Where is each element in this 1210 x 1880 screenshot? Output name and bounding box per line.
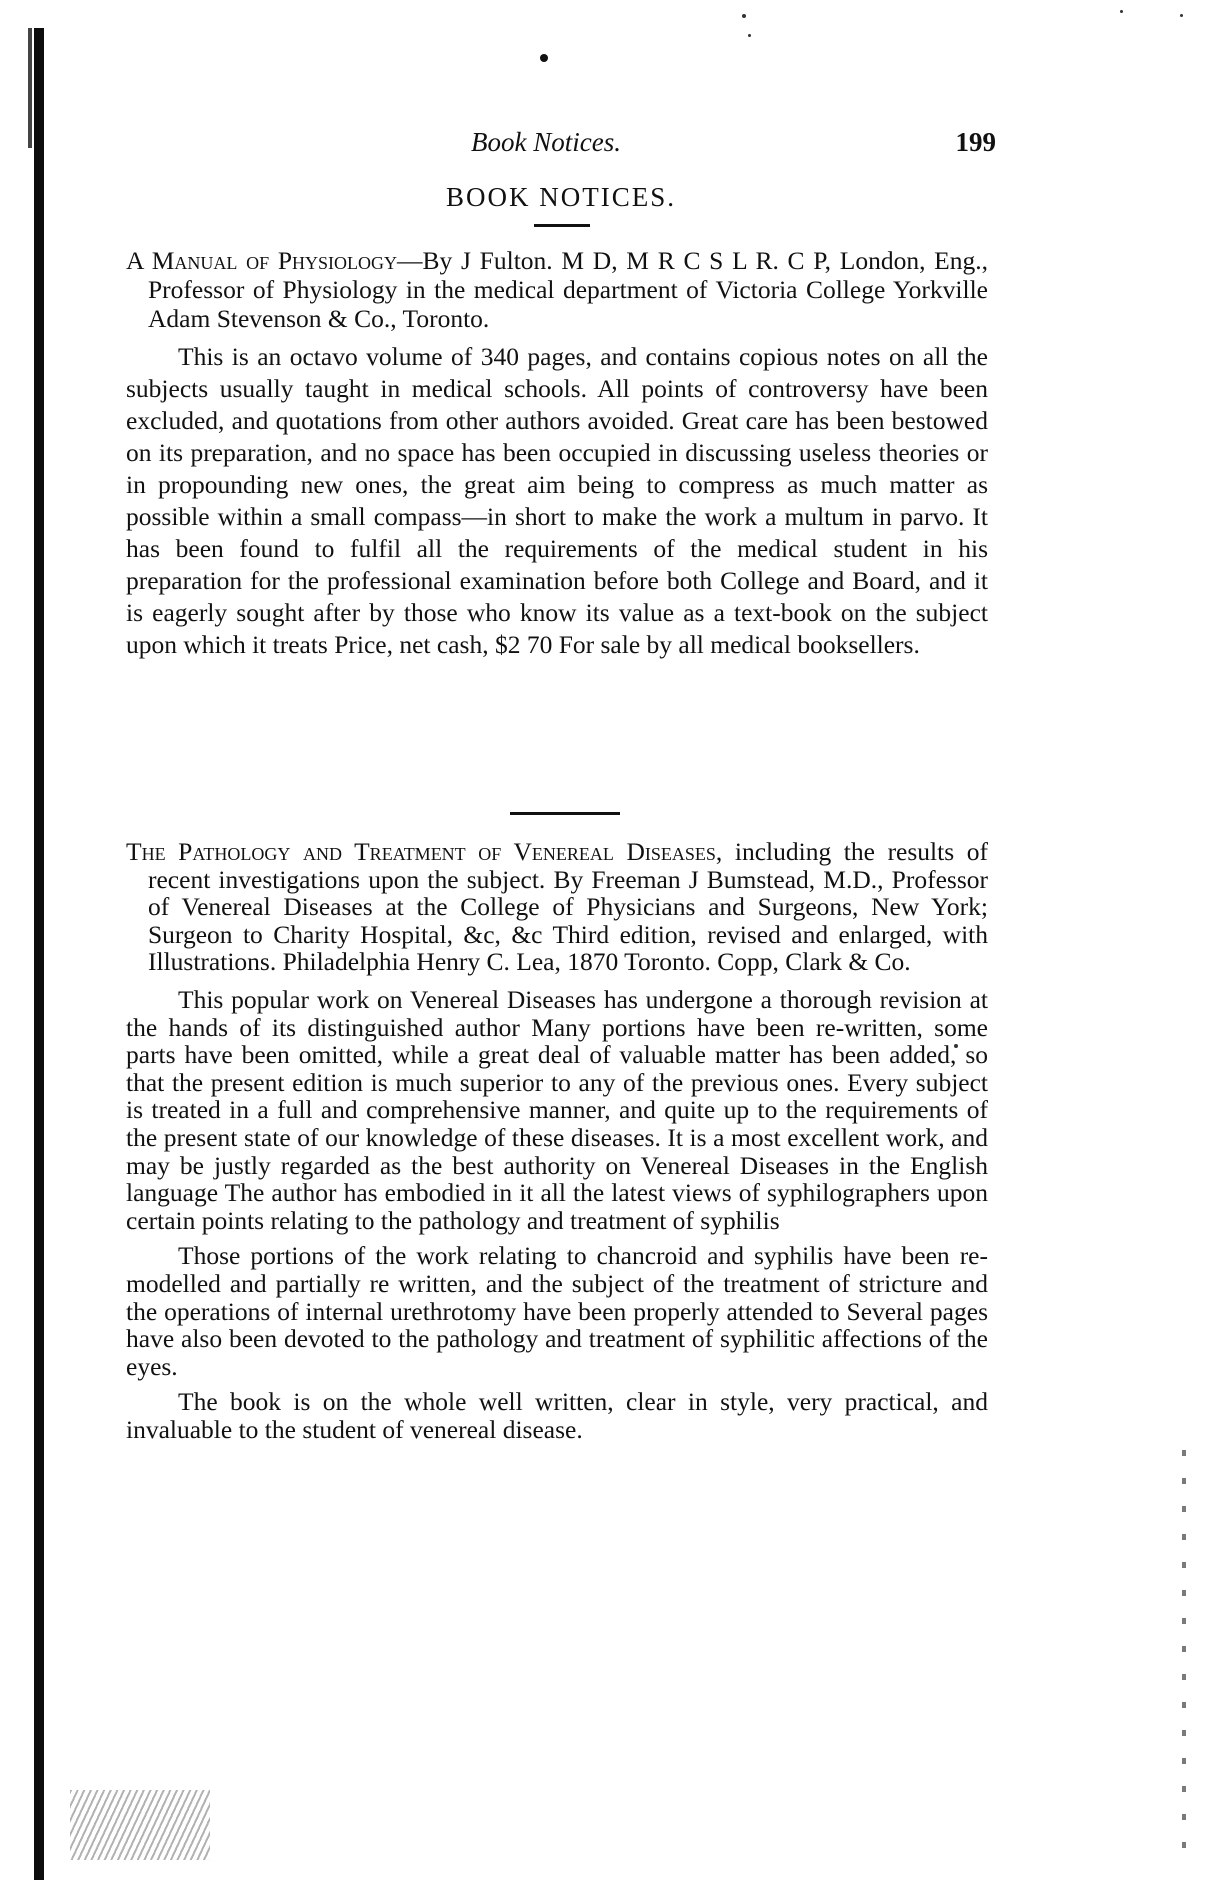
notice-paragraph: Those portions of the work relating to chancroid and syphilis have been re-modelled and partially re written, and the subject of the treatment of stricture and the operations of internal urethrotomy have been properly attended to Several pages have also been devoted to the pathology and treatment of syphilitic affections of the eyes.	[126, 1241, 988, 1381]
notice-paragraph: This is an octavo volume of 340 pages, and contains copious notes on all the subjects usually taught in medical schools. All points of controversy have been excluded, and quotations from other authors avoided. Great care has been bestowed on its preparation, and no space has been occupied in discussing useless theories or in propounding new ones, the great aim being to compress as much matter as possible within a small compass—in short to make the work a multum in parvo. It has been found to fulfil all the requirements of the medical student in his preparation for the professional examination before both College and Board, and it is eagerly sought after by those who know its value as a text-book on the subject upon which it treats Price, net cash, $2 70 For sale by all medical booksellers.	[126, 342, 988, 659]
book-title: The Pathology and Treatment of Venereal Diseases	[126, 837, 716, 866]
notice-paragraph: The book is on the whole well written, clear in style, very practical, and invaluable to the student of venereal disease.	[126, 1387, 988, 1444]
ink-speck	[1180, 14, 1183, 17]
notice-citation	[126, 246, 988, 333]
citation-details: , including the results of recent investigations upon the subject. By Freeman J Bumstead, M.D., Professor of Venereal Diseases at the College of Physicians and Surgeons, New York; Surgeon to Charity Hospital, &c, &c Third edition, revised and enlarged, with Illustrations. Philadelphia Henry C. Lea, 1870 Toronto. Copp, Clark & Co.	[148, 837, 988, 977]
section-title: BOOK NOTICES.	[445, 182, 676, 212]
scan-noise	[70, 1790, 210, 1860]
notice-paragraph: This popular work on Venereal Diseases has undergone a thorough revision at the hands of its distinguished author Many portions have been re-written, some parts have been omitted, while a great deal of valuable matter has been added, so that the present edition is much superior to any of the previous ones. Every subject is treated in a full and comprehensive manner, and quite up to the requirements of the present state of our knowledge of these diseases. It is a most excellent work, and may be justly regarded as the best authority on Venereal Diseases in the English language The author has embodied in it all the latest views of syphilographers upon certain points relating to the pathology and treatment of syphilis	[126, 984, 988, 1235]
ink-speck	[1120, 10, 1123, 13]
running-title: Book Notices.	[471, 127, 621, 157]
ink-dot	[540, 54, 548, 62]
notice-venereal-diseases	[126, 838, 988, 1443]
ink-speck	[748, 34, 751, 37]
notice-manual-of-physiology	[126, 246, 988, 661]
book-title: A Manual of Physiology	[126, 246, 398, 275]
right-edge-marks	[1182, 1450, 1186, 1870]
ink-speck	[742, 14, 746, 18]
notice-citation	[126, 838, 988, 976]
left-binding-edge	[34, 28, 44, 1880]
page-number: 199	[955, 127, 996, 157]
title-rule	[534, 224, 590, 227]
running-head	[126, 127, 996, 161]
citation-details: —By J Fulton. M D, M R C S L R. C P, London, Eng., Professor of Physiology in the medical department of Victoria College Yorkville Adam Stevenson & Co., Toronto.	[148, 246, 988, 333]
binding-shadow	[28, 28, 32, 148]
section-divider	[510, 812, 620, 815]
